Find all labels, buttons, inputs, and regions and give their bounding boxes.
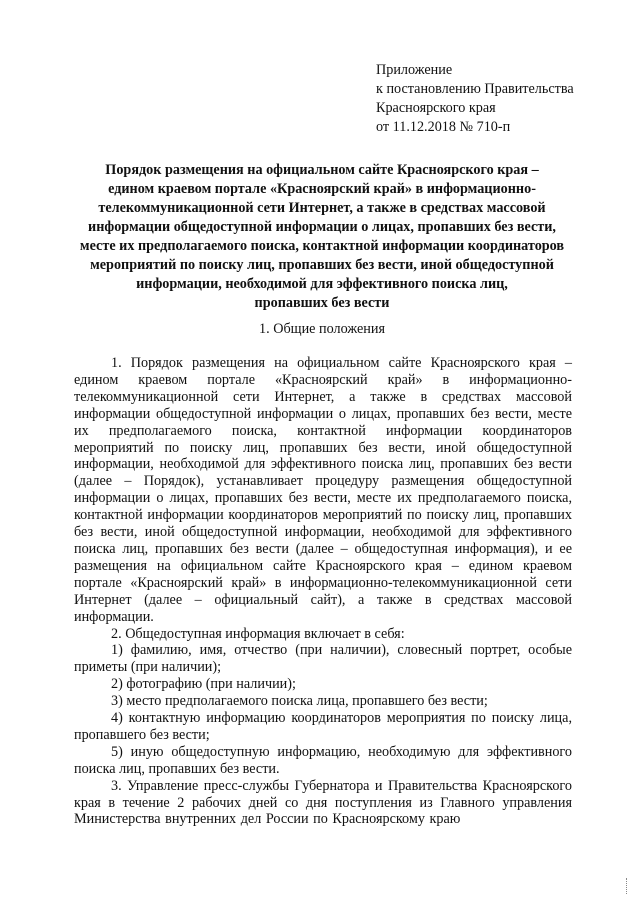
document-title <box>72 161 572 313</box>
paragraph: 1. Порядок размещения на официальном сайте Красноярского края – едином краевом портале «Красноярский край» в информационно-телекоммуникационной сети Интернет, а также в средствах массовой информации общедоступной информации о лицах, пропавших без вести, месте их предполагаемого поиска, контактной информации координаторов мероприятий по поиску лиц, пропавших без вести, иной общедоступной информации, необходимой для эффективного поиска лиц, пропавших без вести (далее – Порядок), устанавливает процедуру размещения общедоступной информации о лицах, пропавших без вести, месте их предполагаемого поиска, контактной информации координаторов мероприятий по поиску лиц, пропавших без вести, иной общедоступной информации, необходимой для эффективного поиска лиц, пропавших без вести (далее – общедоступная информация), и ее размещения на официальном сайте Красноярского края – едином краевом портале «Красноярский край» в информационно-телекоммуникационной сети Интернет (далее – официальный сайт), а также в средствах массовой информации. <box>74 355 572 625</box>
document-body <box>74 355 572 828</box>
list-item: 4) контактную информацию координаторов мероприятия по поиску лица, пропавшего без вести; <box>74 710 572 743</box>
list-item: 3) место предполагаемого поиска лица, пропавшего без вести; <box>111 693 488 710</box>
title-line: мероприятий по поиску лиц, пропавших без вести, иной общедоступной <box>90 257 554 273</box>
appendix-line: Приложение <box>376 62 453 78</box>
paragraph: 3. Управление пресс-службы Губернатора и Правительства Красноярского края в течение 2 рабочих дней со дня поступления из Главного управления Министерства внутренних дел России по Красноярскому краю <box>74 777 572 828</box>
title-line: месте их предполагаемого поиска, контактной информации координаторов <box>79 238 565 254</box>
title-line: телекоммуникационной сети Интернет, а также в средствах массовой <box>98 200 546 216</box>
appendix-line: Красноярского края <box>376 100 496 116</box>
list-item: 5) иную общедоступную информацию, необходимую для эффективного поиска лиц, пропавших без вести. <box>74 743 572 777</box>
list-item: 2) фотографию (при наличии); <box>111 676 296 693</box>
title-line: информации общедоступной информации о лицах, пропавших без вести, <box>88 219 556 235</box>
title-line: едином краевом портале «Красноярский край» в информационно- <box>108 181 536 197</box>
title-line: пропавших без вести <box>254 295 390 311</box>
appendix-date-number: от 11.12.2018 № 710-п <box>376 119 511 135</box>
list-item: 1) фамилию, имя, отчество (при наличии), словесный портрет, особые приметы (при наличии); <box>74 642 572 676</box>
section-heading: 1. Общие положения <box>259 321 385 337</box>
title-line: информации, необходимой для эффективного поиска лиц, <box>136 276 508 292</box>
paragraph: 2. Общедоступная информация включает в себя: <box>111 625 405 642</box>
appendix-line: к постановлению Правительства <box>376 81 574 97</box>
title-line: Порядок размещения на официальном сайте Красноярского края – <box>105 162 539 178</box>
scan-edge-mark <box>626 878 635 894</box>
appendix-header <box>376 61 626 137</box>
